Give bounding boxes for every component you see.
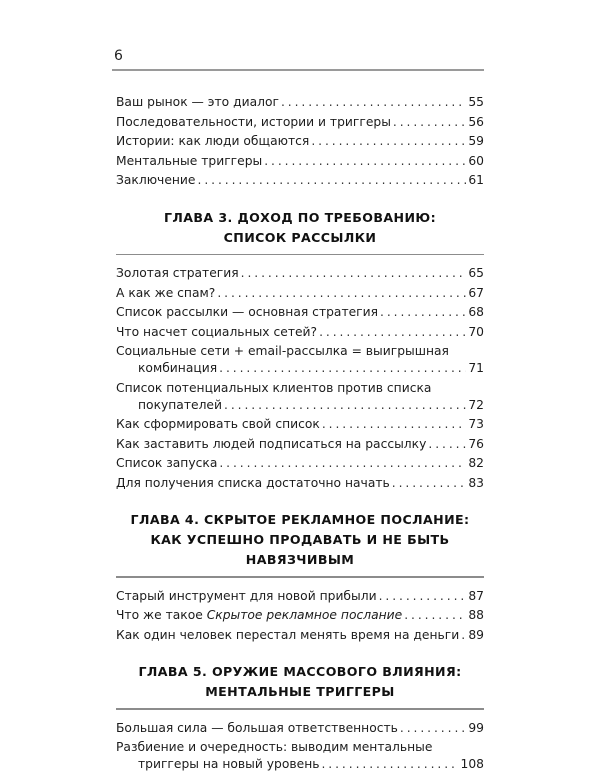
- chapter-divider: [116, 708, 484, 710]
- dot-leader: [281, 94, 466, 111]
- toc-entry[interactable]: [116, 720, 484, 737]
- toc-entry-line: [116, 94, 484, 111]
- chapter-heading-line: КАК УСПЕШНО ПРОДАВАТЬ И НЕ БЫТЬ НАВЯЗЧИВЫМ: [150, 532, 450, 567]
- dot-leader: [404, 607, 466, 624]
- toc-entry-text: Как один человек перестал менять время на деньги: [116, 627, 460, 642]
- chapter-heading: [116, 208, 484, 248]
- toc-entry-title: Социальные сети + email-рассылка = выигрышная: [116, 344, 449, 358]
- toc-entry-text: Последовательности, истории и триггеры: [116, 114, 391, 129]
- section-spacer: [116, 192, 484, 208]
- toc-entry-line: [116, 627, 484, 644]
- toc-entry-line: [116, 324, 484, 341]
- toc-entry-line: [116, 304, 484, 321]
- toc-entry-text: Заключение: [116, 173, 196, 187]
- toc-entry-text: Как заставить людей подписаться на рассылку: [116, 436, 427, 451]
- toc-entry-text: Истории: как люди общаются: [116, 134, 310, 148]
- dot-leader: [428, 436, 466, 453]
- toc-page-number: 82: [468, 456, 484, 470]
- toc-entry[interactable]: [116, 343, 484, 377]
- toc-entry-text: триггеры на новый уровень: [138, 757, 320, 771]
- dot-leader: [219, 360, 466, 377]
- toc-entry-text: Ментальные триггеры: [116, 153, 263, 168]
- toc-entry-line: [116, 416, 484, 433]
- toc-entry-title: Список потенциальных клиентов против списка: [116, 380, 432, 395]
- toc-entry[interactable]: [116, 285, 484, 302]
- toc-entry-text: Для получения списка достаточно начать: [116, 475, 390, 490]
- toc-entry[interactable]: [116, 607, 484, 624]
- toc-entry-line: [116, 397, 484, 414]
- dot-leader: [380, 304, 466, 321]
- dot-leader: [224, 397, 466, 414]
- toc-entry-line: [116, 436, 484, 453]
- toc-page-number: 65: [468, 266, 484, 280]
- toc-page-number: 56: [468, 114, 484, 129]
- toc-entry-line: [116, 153, 484, 170]
- dot-leader: [400, 720, 466, 737]
- chapter-heading-line: МЕНТАЛЬНЫЕ ТРИГГЕРЫ: [205, 684, 395, 699]
- toc-page-number: 73: [468, 417, 484, 431]
- toc-entry-line: [116, 285, 484, 302]
- dot-leader: [219, 455, 466, 472]
- chapter-heading-line: СПИСОК РАССЫЛКИ: [223, 229, 377, 245]
- toc-entry-title: Разбиение и очередность: выводим ментальные: [116, 740, 433, 754]
- toc-entry-text: Большая сила — большая ответственность: [116, 720, 398, 735]
- toc-page-number: 67: [468, 285, 484, 300]
- toc-entry[interactable]: [116, 627, 484, 644]
- toc-entry-line: [116, 475, 484, 492]
- toc-entry-text: А как же спам?: [116, 285, 216, 300]
- toc-page-number: 87: [468, 588, 484, 603]
- toc-entry-text: Что же такое Скрытое рекламное послание: [116, 608, 403, 622]
- toc-entry[interactable]: [116, 265, 484, 282]
- toc-entry-line: [116, 172, 484, 189]
- page-number: 6: [114, 48, 123, 64]
- toc-page-number: 71: [468, 361, 484, 375]
- chapter-heading-line: ГЛАВА 4. СКРЫТОЕ РЕКЛАМНОЕ ПОСЛАНИЕ:: [130, 512, 470, 527]
- toc-entry[interactable]: [116, 172, 484, 189]
- toc-entry-text: Как сформировать свой список: [116, 417, 320, 431]
- toc-entry-text: комбинация: [138, 361, 218, 375]
- toc-entry[interactable]: [116, 475, 484, 492]
- toc-content: [116, 94, 484, 776]
- toc-page-number: 108: [460, 757, 484, 771]
- toc-entry-text: Что насчет социальных сетей?: [116, 324, 318, 339]
- toc-entry-text: Список запуска: [116, 456, 218, 470]
- chapter-heading-line: ГЛАВА 3. ДОХОД ПО ТРЕБОВАНИЮ:: [163, 209, 437, 225]
- toc-page-number: 72: [468, 397, 484, 412]
- toc-page-number: 60: [468, 153, 484, 168]
- chapter-divider: [116, 254, 484, 256]
- toc-page-number: 59: [468, 134, 484, 148]
- section-spacer: [116, 494, 484, 510]
- toc-entry-line: [116, 607, 484, 624]
- dot-leader: [264, 153, 466, 170]
- dot-leader: [392, 475, 467, 492]
- dot-leader: [311, 133, 466, 150]
- toc-entry-text: покупателей: [138, 397, 222, 412]
- toc-entry-text: Золотая стратегия: [116, 266, 239, 280]
- toc-page-number: 89: [468, 627, 484, 642]
- toc-entry-text: Список рассылки — основная стратегия: [116, 305, 379, 319]
- toc-entry[interactable]: [116, 436, 484, 453]
- dot-leader: [379, 588, 467, 605]
- toc-entry-line: [116, 265, 484, 282]
- chapter-heading: [116, 662, 484, 702]
- dot-leader: [322, 416, 467, 433]
- toc-page-number: 61: [468, 173, 484, 187]
- dot-leader: [241, 265, 467, 282]
- toc-entry[interactable]: [116, 380, 484, 414]
- toc-entry-line: [116, 720, 484, 737]
- top-rule: [112, 69, 484, 71]
- dot-leader: [319, 324, 466, 341]
- toc-entry-emphasis: Скрытое рекламное послание: [206, 608, 403, 622]
- dot-leader: [393, 114, 466, 131]
- dot-leader: [198, 172, 467, 189]
- toc-page-number: 83: [468, 475, 484, 490]
- dot-leader: [461, 627, 466, 644]
- toc-entry[interactable]: [116, 324, 484, 341]
- toc-entry[interactable]: [116, 133, 484, 150]
- dot-leader: [321, 756, 458, 773]
- toc-entry[interactable]: [116, 416, 484, 433]
- chapter-heading-line: ГЛАВА 5. ОРУЖИЕ МАССОВОГО ВЛИЯНИЯ:: [138, 664, 462, 679]
- toc-page-number: 55: [468, 95, 484, 109]
- toc-entry-text: Старый инструмент для новой прибыли: [116, 588, 377, 603]
- toc-entry[interactable]: [116, 304, 484, 321]
- toc-entry[interactable]: [116, 588, 484, 605]
- toc-entry[interactable]: [116, 94, 484, 111]
- toc-page-number: 70: [468, 324, 484, 339]
- toc-entry[interactable]: [116, 455, 484, 472]
- section-spacer: [116, 646, 484, 662]
- toc-entry-line: [116, 133, 484, 150]
- toc-page-number: 99: [468, 720, 484, 735]
- toc-entry-line: [116, 360, 484, 377]
- dot-leader: [217, 285, 466, 302]
- toc-entry-text: Ваш рынок — это диалог: [116, 95, 279, 109]
- toc-entry-line: [116, 756, 484, 773]
- toc-entry[interactable]: [116, 114, 484, 131]
- toc-page-number: 88: [468, 608, 484, 622]
- toc-entry-line: [116, 455, 484, 472]
- toc-entry[interactable]: [116, 739, 484, 773]
- toc-entry-line: [116, 114, 484, 131]
- toc-page-number: 68: [468, 305, 484, 319]
- toc-page-number: 76: [468, 436, 484, 451]
- chapter-heading: [116, 510, 484, 570]
- toc-entry[interactable]: [116, 153, 484, 170]
- toc-entry-line: [116, 588, 484, 605]
- chapter-divider: [116, 576, 484, 578]
